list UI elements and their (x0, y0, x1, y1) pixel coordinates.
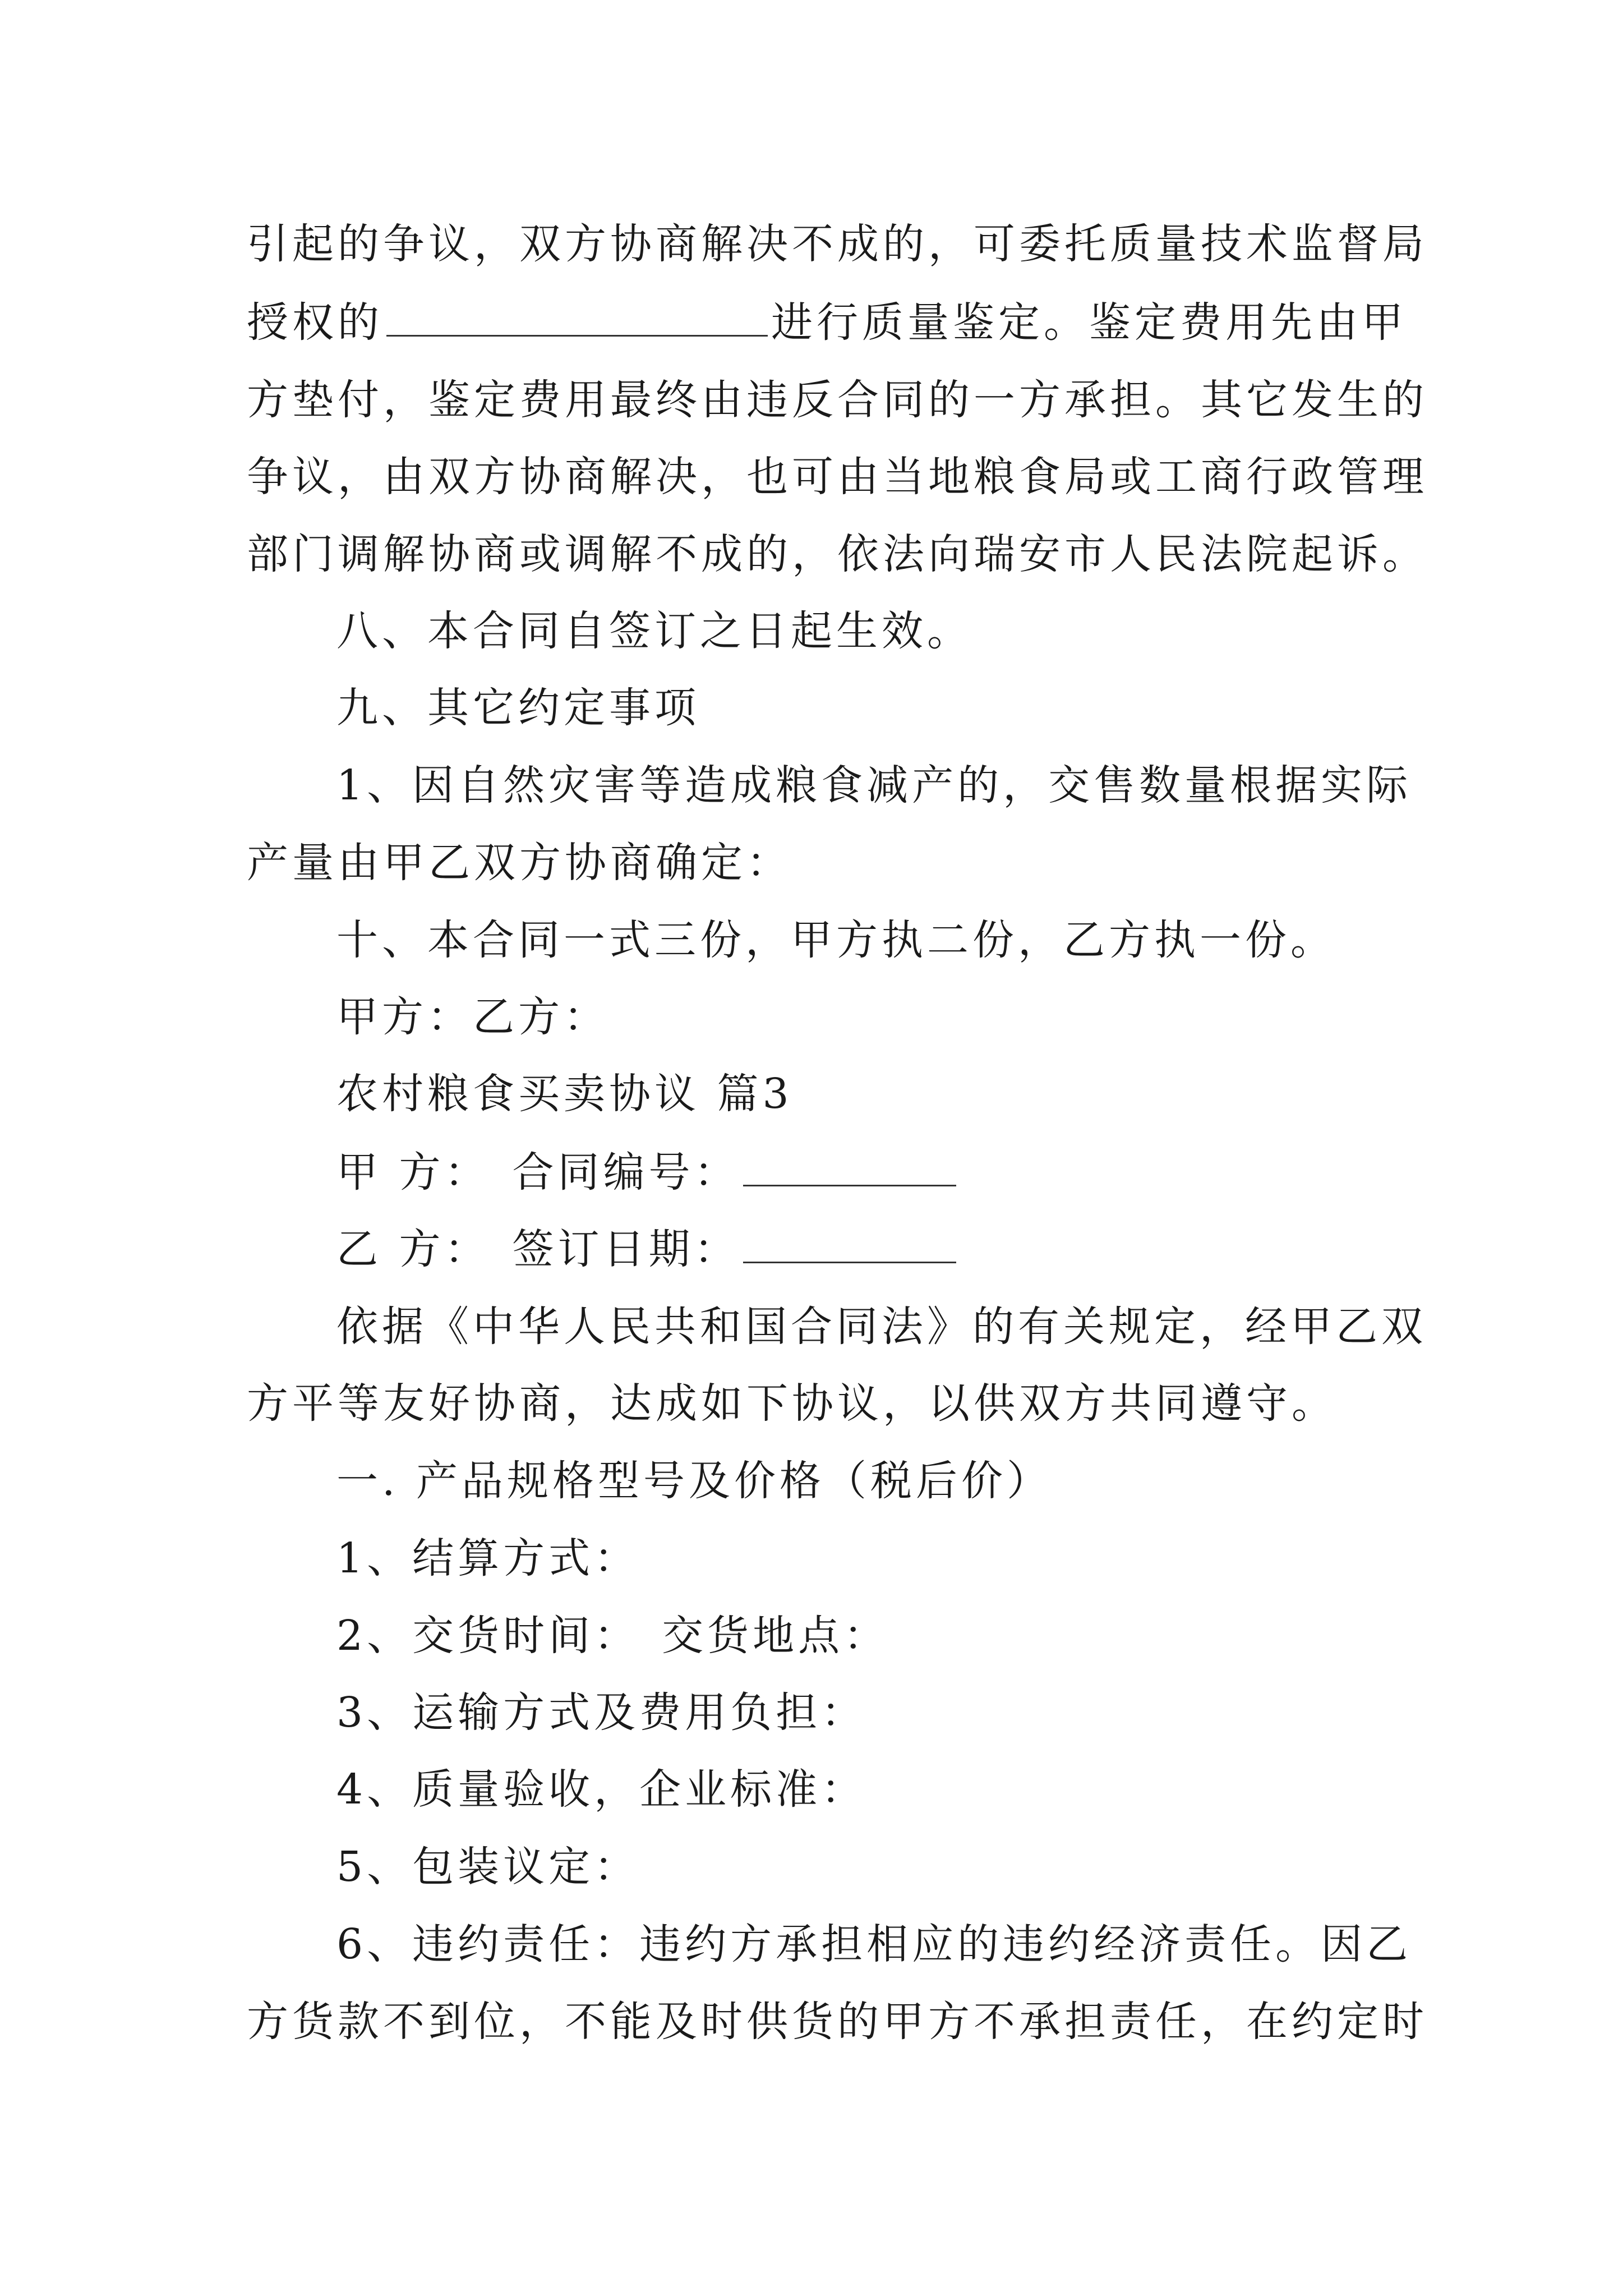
clause-line: 十、本合同一式三份，甲方执二份，乙方执一份。 (336, 916, 1336, 964)
delivery-place-label: 交货地点： (662, 1612, 889, 1660)
paragraph-line: 方垫付，鉴定费用最终由违反合同的一方承担。其它发生的 (247, 376, 1428, 424)
party-a-label: 甲 方： (336, 1148, 490, 1197)
paragraph-line: 引起的争议，双方协商解决不成的，可委托质量技术监督局 (247, 220, 1428, 268)
sign-date-label: 签订日期： (512, 1225, 740, 1273)
paragraph-line (247, 295, 1407, 351)
clause-line: 1、结算方式： (336, 1534, 640, 1582)
paragraph-line: 争议，由双方协商解决，也可由当地粮食局或工商行政管理 (247, 453, 1428, 501)
clause-line: 6、违约责任：违约方承担相应的违约经济责任。因乙 (336, 1920, 1412, 1968)
paragraph-line: 依据《中华人民共和国合同法》的有关规定，经甲乙双 (336, 1303, 1427, 1351)
paragraph-line: 方货款不到位，不能及时供货的甲方不承担责任，在约定时 (247, 1998, 1428, 2046)
party-b-row (336, 1221, 1481, 1277)
clause-line: 1、因自然灾害等造成粮食减产的，交售数量根据实际 (336, 761, 1412, 809)
party-a-row (336, 1144, 1481, 1200)
clause-line (336, 1608, 1481, 1664)
delivery-time-label: 2、交货时间： (336, 1612, 640, 1660)
paragraph-line: 部门调解协商或调解不成的，依法向瑞安市人民法院起诉。 (247, 530, 1428, 578)
paragraph-line: 方平等友好协商，达成如下协议，以供双方共同遵守。 (247, 1379, 1337, 1428)
sign-date-blank (743, 1222, 956, 1263)
clause-heading: 一. 产品规格型号及价格（税后价） (336, 1457, 1053, 1505)
signature-line: 甲方：乙方： (336, 993, 609, 1041)
clause-line: 3、运输方式及费用负担： (336, 1688, 867, 1737)
section-title: 农村粮食买卖协议 篇3 (336, 1070, 793, 1118)
paragraph-line: 产量由甲乙双方协商确定： (247, 839, 792, 887)
text-segment: 进行质量鉴定。鉴定费用先由甲 (771, 298, 1407, 347)
text-segment: 授权的 (247, 298, 383, 347)
contract-number-blank (743, 1145, 956, 1186)
clause-line: 4、质量验收，企业标准： (336, 1765, 867, 1814)
clause-line: 八、本合同自签订之日起生效。 (336, 607, 972, 655)
contract-number-label: 合同编号： (512, 1148, 740, 1197)
fill-in-blank (386, 296, 768, 337)
clause-line: 5、包装议定： (336, 1843, 640, 1891)
party-b-label: 乙 方： (336, 1225, 490, 1273)
clause-heading: 九、其它约定事项 (336, 684, 700, 732)
